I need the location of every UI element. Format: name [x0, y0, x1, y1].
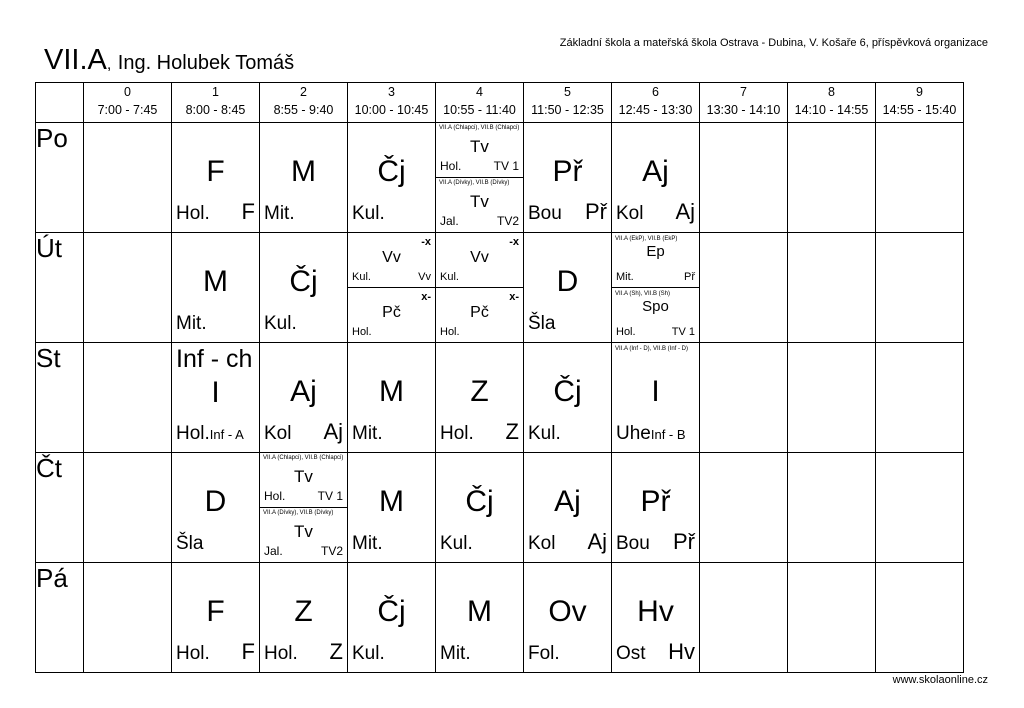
day-label: St	[36, 343, 84, 453]
lesson-cell	[524, 233, 612, 343]
day-row-st	[36, 343, 964, 453]
lesson-subject: Spo	[642, 298, 669, 315]
day-row-pa	[36, 563, 964, 673]
period-number: 9	[916, 85, 923, 99]
lesson-teacher	[176, 423, 244, 445]
lesson-subject: F	[206, 595, 225, 628]
lesson-teacher: Hol.	[352, 326, 372, 338]
lesson-subject: Tv	[294, 467, 313, 486]
lesson-subject: D	[204, 485, 227, 518]
period-header	[612, 83, 700, 123]
lesson-cell	[524, 123, 612, 233]
lesson-room: TV 1	[317, 489, 343, 503]
lesson-subject: M	[291, 155, 316, 188]
class-teacher: Ing. Holubek Tomáš	[117, 52, 295, 74]
lesson-cell	[172, 563, 260, 673]
lesson-cell-empty	[788, 453, 876, 563]
lesson-teacher-name: Hol.	[176, 423, 210, 444]
lesson-subject: M	[203, 265, 228, 298]
lesson-cell	[612, 343, 700, 453]
lesson-room: Aj	[675, 199, 695, 224]
lesson-room: Z	[329, 639, 343, 664]
header-row	[36, 83, 964, 123]
week-mark: -x	[421, 236, 431, 248]
lesson-room: F	[241, 199, 255, 224]
lesson-teacher: Kol	[264, 423, 292, 444]
lesson-teacher: Kul.	[528, 423, 561, 444]
lesson-subject: Čj	[377, 595, 406, 628]
lesson-half	[612, 233, 699, 288]
lesson-teacher: Fol.	[528, 643, 560, 664]
lesson-half	[260, 508, 347, 562]
lesson-room: Př	[673, 529, 695, 554]
lesson-cell	[260, 343, 348, 453]
lesson-room: TV 1	[671, 326, 695, 338]
day-label: Út	[36, 233, 84, 343]
lesson-cell-empty	[700, 123, 788, 233]
lesson-half	[348, 233, 435, 288]
lesson-subject: Tv	[470, 192, 489, 211]
period-time: 10:00 - 10:45	[354, 103, 429, 117]
lesson-group: VII.A (Inf - D), VII.B (Inf - D)	[615, 346, 689, 352]
lesson-teacher: Mit.	[264, 203, 295, 224]
timetable	[35, 82, 964, 673]
corner-cell	[36, 83, 84, 123]
lesson-teacher: Mit.	[352, 423, 383, 444]
lesson-cell	[524, 563, 612, 673]
lesson-cell-empty	[788, 123, 876, 233]
lesson-cell-empty	[84, 343, 172, 453]
period-header	[788, 83, 876, 123]
period-number: 2	[300, 85, 307, 99]
lesson-subject: Tv	[294, 522, 313, 541]
lesson-subject: Čj	[377, 155, 406, 188]
lesson-teacher: Mit.	[352, 533, 383, 554]
period-number: 4	[476, 85, 483, 99]
lesson-cell	[612, 453, 700, 563]
lesson-subject: I	[651, 375, 660, 408]
lesson-teacher: Mit.	[616, 271, 634, 283]
lesson-half	[436, 178, 523, 232]
lesson-cell	[436, 343, 524, 453]
period-number: 3	[388, 85, 395, 99]
lesson-cell	[172, 453, 260, 563]
period-header	[524, 83, 612, 123]
lesson-teacher: Hol.	[440, 326, 460, 338]
lesson-cell	[524, 453, 612, 563]
lesson-teacher: Kul.	[264, 313, 297, 334]
lesson-cell-split	[436, 123, 524, 233]
footer-link[interactable]: www.skolaonline.cz	[892, 674, 988, 686]
lesson-half	[612, 288, 699, 342]
lesson-subject: Aj	[642, 155, 669, 188]
lesson-subject: Čj	[289, 265, 318, 298]
period-time: 7:00 - 7:45	[97, 103, 158, 117]
lesson-teacher: Kul.	[440, 271, 459, 283]
lesson-cell-empty	[700, 343, 788, 453]
lesson-cell-empty	[876, 453, 964, 563]
lesson-teacher	[616, 423, 686, 445]
lesson-cell-empty	[876, 343, 964, 453]
lesson-cell-empty	[788, 563, 876, 673]
lesson-teacher: Jal.	[440, 214, 459, 228]
period-number: 0	[124, 85, 131, 99]
lesson-subject: Př	[640, 485, 671, 518]
lesson-teacher: Kol	[616, 203, 644, 224]
period-header	[700, 83, 788, 123]
lesson-half	[348, 288, 435, 342]
lesson-room: TV2	[496, 214, 519, 228]
period-time: 14:55 - 15:40	[882, 103, 957, 117]
lesson-cell	[436, 563, 524, 673]
lesson-teacher: Hol.	[176, 643, 210, 664]
lesson-half	[260, 453, 347, 508]
lesson-room: Př	[585, 199, 607, 224]
lesson-teacher: Kul.	[352, 643, 385, 664]
lesson-group: VII.A (Dívky), VII.B (Dívky)	[439, 180, 510, 186]
lesson-subject: Vv	[382, 249, 401, 266]
lesson-half	[436, 288, 523, 342]
period-header	[172, 83, 260, 123]
lesson-cell	[260, 563, 348, 673]
period-time: 13:30 - 14:10	[706, 103, 781, 117]
day-label: Čt	[36, 453, 84, 563]
lesson-cell-empty	[84, 233, 172, 343]
period-time: 10:55 - 11:40	[443, 103, 516, 117]
period-number: 8	[828, 85, 835, 99]
lesson-cell-split	[260, 453, 348, 563]
week-mark: x-	[509, 291, 519, 303]
lesson-teacher: Bou	[528, 203, 562, 224]
period-time: 8:55 - 9:40	[273, 103, 334, 117]
lesson-teacher: Hol.	[264, 643, 298, 664]
period-header	[436, 83, 524, 123]
lesson-group: VII.A (Chlapci), VII.B (Chlapci)	[439, 125, 520, 131]
lesson-cell	[172, 123, 260, 233]
lesson-cell-empty	[84, 453, 172, 563]
lesson-room: Př	[684, 271, 695, 283]
lesson-cell-empty	[700, 453, 788, 563]
lesson-teacher: Hol.	[440, 423, 474, 444]
lesson-subject: Pč	[382, 304, 401, 321]
lesson-teacher: Kul.	[352, 271, 371, 283]
school-name: Základní škola a mateřská škola Ostrava - Dubina, V. Košaře 6, příspěvková organizace	[559, 37, 988, 49]
day-row-ct	[36, 453, 964, 563]
lesson-cell-split	[348, 233, 436, 343]
lesson-teacher: Kul.	[352, 203, 385, 224]
lesson-cell	[260, 123, 348, 233]
lesson-teacher: Hol.	[616, 326, 636, 338]
lesson-room: TV2	[320, 544, 343, 558]
lesson-teacher: Mit.	[440, 643, 471, 664]
lesson-subject: Ov	[548, 595, 587, 628]
lesson-subject: Hv	[637, 595, 674, 628]
lesson-group: VII.A (Chlapci), VII.B (Chlapci)	[263, 455, 344, 461]
lesson-subject: Př	[552, 155, 583, 188]
lesson-subject: Tv	[470, 137, 489, 156]
lesson-cell	[612, 563, 700, 673]
lesson-subject: M	[379, 485, 404, 518]
lesson-subject: Čj	[465, 485, 494, 518]
lesson-subject: Čj	[553, 375, 582, 408]
period-time: 12:45 - 13:30	[618, 103, 693, 117]
lesson-room: TV 1	[493, 159, 519, 173]
lesson-teacher: Jal.	[264, 544, 283, 558]
lesson-room: Hv	[668, 639, 695, 664]
period-time: 11:50 - 12:35	[531, 103, 604, 117]
day-label: Po	[36, 123, 84, 233]
period-time: 8:00 - 8:45	[185, 103, 246, 117]
lesson-cell-empty	[876, 123, 964, 233]
lesson-teacher: Mit.	[176, 313, 207, 334]
lesson-teacher: Hol.	[264, 489, 286, 503]
lesson-subject: Ep	[646, 243, 665, 260]
period-number: 1	[212, 85, 219, 99]
period-header	[876, 83, 964, 123]
period-header	[84, 83, 172, 123]
title-separator: ,	[106, 56, 112, 73]
day-label: Pá	[36, 563, 84, 673]
lesson-cell-empty	[84, 123, 172, 233]
period-number: 5	[564, 85, 571, 99]
lesson-room: Vv	[418, 271, 431, 283]
lesson-group: Inf - ch	[176, 345, 253, 373]
lesson-subject: Aj	[290, 375, 317, 408]
lesson-cell	[172, 343, 260, 453]
period-header	[260, 83, 348, 123]
lesson-subject: Z	[470, 375, 489, 408]
lesson-cell	[612, 123, 700, 233]
lesson-cell	[348, 123, 436, 233]
lesson-teacher: Kul.	[440, 533, 473, 554]
lesson-half	[436, 233, 523, 288]
lesson-teacher: Ost	[616, 643, 646, 664]
lesson-subject: Aj	[554, 485, 581, 518]
lesson-cell	[524, 343, 612, 453]
lesson-group: VII.A (Sh), VII.B (Sh)	[615, 291, 671, 297]
lesson-cell-empty	[788, 233, 876, 343]
week-mark: -x	[509, 236, 519, 248]
period-number: 6	[652, 85, 659, 99]
lesson-cell-split	[436, 233, 524, 343]
lesson-cell-empty	[788, 343, 876, 453]
lesson-subject: Z	[294, 595, 313, 628]
lesson-half	[436, 123, 523, 178]
lesson-teacher: Hol.	[176, 203, 210, 224]
lesson-teacher-name: Uhe	[616, 423, 651, 444]
lesson-room: Inf - B	[650, 427, 686, 442]
lesson-teacher: Šla	[176, 533, 204, 554]
lesson-cell-empty	[700, 563, 788, 673]
lesson-cell-empty	[876, 233, 964, 343]
class-name: VII.A	[44, 44, 107, 76]
lesson-room: Z	[505, 419, 519, 444]
lesson-cell-empty	[876, 563, 964, 673]
lesson-cell-empty	[700, 233, 788, 343]
lesson-cell	[348, 563, 436, 673]
lesson-room: Aj	[323, 419, 343, 444]
lesson-subject: I	[211, 376, 220, 409]
period-header	[348, 83, 436, 123]
lesson-cell-split	[612, 233, 700, 343]
lesson-group: VII.A (Dívky), VII.B (Dívky)	[263, 510, 334, 516]
lesson-room: Inf - A	[209, 427, 244, 442]
lesson-group: VII.A (EkP), VII.B (EkP)	[615, 236, 678, 242]
lesson-cell	[348, 343, 436, 453]
day-row-ut	[36, 233, 964, 343]
day-row-po	[36, 123, 964, 233]
lesson-teacher: Kol	[528, 533, 556, 554]
lesson-cell-empty	[84, 563, 172, 673]
lesson-subject: Pč	[470, 304, 489, 321]
lesson-teacher: Hol.	[440, 159, 462, 173]
period-time: 14:10 - 14:55	[794, 103, 869, 117]
lesson-cell	[172, 233, 260, 343]
lesson-subject: M	[379, 375, 404, 408]
lesson-subject: F	[206, 155, 225, 188]
lesson-cell	[348, 453, 436, 563]
lesson-cell	[260, 233, 348, 343]
lesson-teacher: Bou	[616, 533, 650, 554]
lesson-room: Aj	[587, 529, 607, 554]
lesson-subject: M	[467, 595, 492, 628]
lesson-cell	[436, 453, 524, 563]
lesson-room: F	[241, 639, 255, 664]
period-number: 7	[740, 85, 747, 99]
page-title	[44, 44, 294, 77]
lesson-subject: D	[556, 265, 579, 298]
week-mark: x-	[421, 291, 431, 303]
lesson-subject: Vv	[470, 249, 489, 266]
lesson-teacher: Šla	[528, 313, 556, 334]
